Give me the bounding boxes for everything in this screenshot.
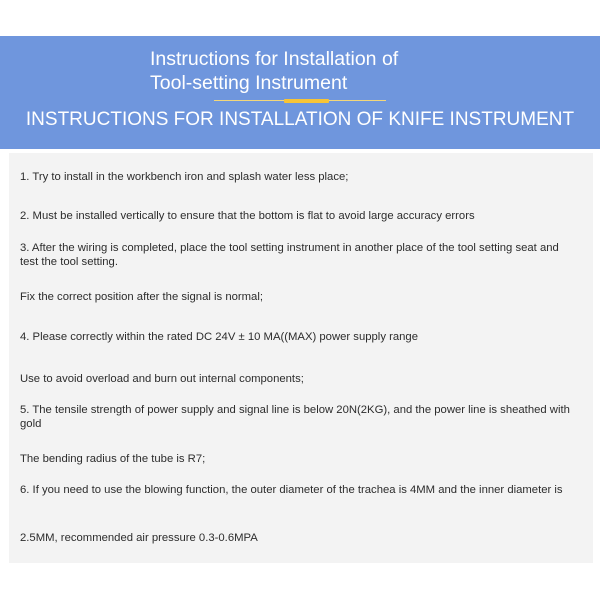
instructions-panel — [9, 153, 593, 563]
instruction-item-4-note: Use to avoid overload and burn out internal components; — [20, 373, 304, 385]
title-underline — [214, 99, 386, 103]
instruction-item-2: 2. Must be installed vertically to ensure that the bottom is flat to avoid large accuracy errors — [20, 210, 475, 222]
title-underline-accent — [284, 99, 329, 103]
instruction-item-6-note: 2.5MM, recommended air pressure 0.3-0.6MPA — [20, 532, 258, 544]
page-title — [150, 47, 398, 95]
instruction-item-6: 6. If you need to use the blowing function, the outer diameter of the trachea is 4MM and the inner diameter is — [20, 484, 563, 496]
instruction-item-1: 1. Try to install in the workbench iron and splash water less place; — [20, 171, 349, 183]
instruction-item-3: 3. After the wiring is completed, place the tool setting instrument in another place of the tool setting seat and test the tool setting. — [20, 242, 559, 268]
instruction-item-5: 5. The tensile strength of power supply and signal line is below 20N(2KG), and the power line is sheathed with gold — [20, 404, 570, 430]
page-subtitle: INSTRUCTIONS FOR INSTALLATION OF KNIFE INSTRUMENT — [25, 109, 575, 130]
instruction-item-5-note: The bending radius of the tube is R7; — [20, 453, 206, 465]
header-banner — [0, 36, 600, 149]
title-line-2: Tool-setting Instrument — [150, 72, 348, 94]
title-line-1: Instructions for Installation of — [150, 48, 399, 70]
instruction-item-4: 4. Please correctly within the rated DC 24V ± 10 MA((MAX) power supply range — [20, 331, 418, 343]
instruction-item-3-note: Fix the correct position after the signal is normal; — [20, 291, 263, 303]
